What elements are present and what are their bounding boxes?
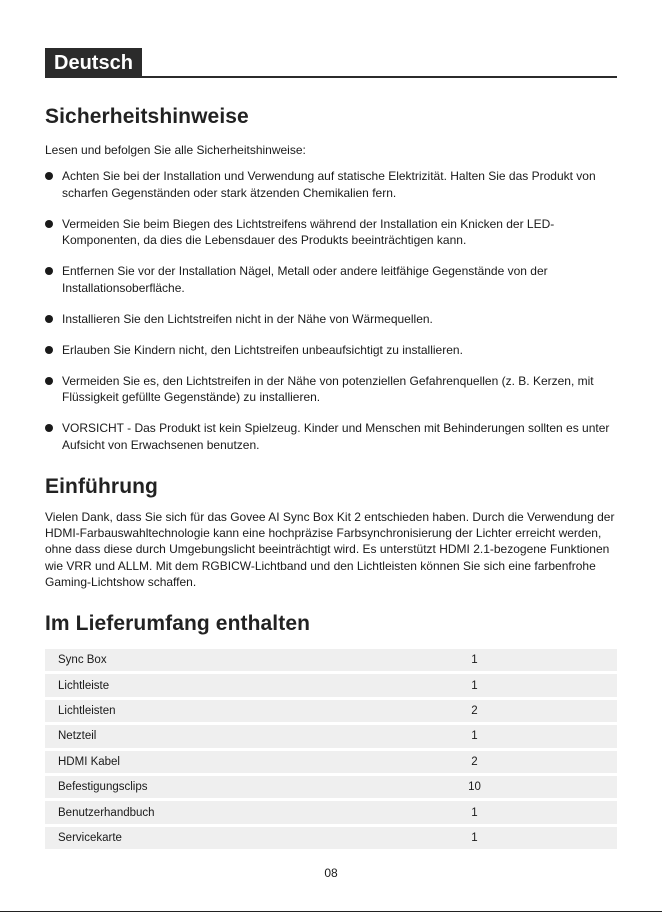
list-item: VORSICHT - Das Produkt ist kein Spielzeug. Kinder und Menschen mit Behinderungen sollten es unter Aufsicht von Erwachsenen benutzen.: [45, 420, 617, 453]
bullet-icon: [45, 377, 53, 385]
bullet-icon: [45, 346, 53, 354]
item-name: Benutzerhandbuch: [45, 801, 464, 823]
table-row: [45, 725, 617, 747]
safety-lead: Lesen und befolgen Sie alle Sicherheitshinweise:: [45, 143, 306, 157]
list-item: Achten Sie bei der Installation und Verwendung auf statische Elektrizität. Halten Sie das Produkt von scharfen Gegenständen oder stark ätzenden Chemikalien fern.: [45, 168, 617, 201]
manual-page: [45, 47, 617, 852]
item-name: Lichtleisten: [45, 700, 464, 722]
safety-list: [45, 168, 617, 453]
box-contents-table: [45, 646, 617, 852]
table-row: [45, 700, 617, 722]
item-qty: 2: [464, 751, 617, 773]
table-row: [45, 649, 617, 671]
table-row: [45, 827, 617, 849]
language-tag: Deutsch: [45, 48, 142, 78]
item-qty: 1: [464, 801, 617, 823]
bullet-icon: [45, 220, 53, 228]
item-qty: 1: [464, 725, 617, 747]
item-qty: 1: [464, 674, 617, 696]
list-item: Vermeiden Sie beim Biegen des Lichtstreifens während der Installation ein Knicken der LED-Komponenten, da dies die Lebensdauer des Produkts beeinträchtigen kann.: [45, 216, 617, 249]
bullet-icon: [45, 172, 53, 180]
list-item: Entfernen Sie vor der Installation Nägel, Metall oder andere leitfähige Gegenstände von der Installationsoberfläche.: [45, 263, 617, 296]
bullet-icon: [45, 267, 53, 275]
item-qty: 10: [464, 776, 617, 798]
list-item: Installieren Sie den Lichtstreifen nicht in der Nähe von Wärmequellen.: [45, 311, 617, 328]
box-contents-heading: Im Lieferumfang enthalten: [45, 612, 311, 636]
intro-heading: Einführung: [45, 475, 158, 498]
item-name: Netzteil: [45, 725, 464, 747]
table-row: [45, 776, 617, 798]
page-number: 08: [324, 866, 338, 880]
list-item: Vermeiden Sie es, den Lichtstreifen in der Nähe von potenziellen Gefahrenquellen (z. B. Kerzen, mit Flüssigkeit gefüllte Gegenstände) zu installieren.: [45, 373, 617, 406]
item-name: Befestigungsclips: [45, 776, 464, 798]
safety-heading: Sicherheitshinweise: [45, 105, 249, 128]
intro-paragraph: Vielen Dank, dass Sie sich für das Govee AI Sync Box Kit 2 entschieden haben. Durch die Verwendung der HDMI-Farbauswahltechnologie kann eine hochpräzise Farbsynchronisierung der Lichter erreicht werden, ohne dass diese durch Umgebungslicht beeinträchtigt wird. Es unterstützt HDMI 2.1-bezogene Funktionen wie VRR und ALLM. Mit dem RGBICW-Lichtband und den Lichtleisten können Sie sich eine farbenfrohe Gaming-Lichtshow schaffen.: [45, 510, 615, 589]
bullet-icon: [45, 424, 53, 432]
language-header: [45, 47, 617, 78]
item-qty: 1: [464, 649, 617, 671]
item-name: HDMI Kabel: [45, 751, 464, 773]
table-row: [45, 801, 617, 823]
item-qty: 2: [464, 700, 617, 722]
table-row: [45, 674, 617, 696]
table-row: [45, 751, 617, 773]
item-name: Servicekarte: [45, 827, 464, 849]
header-rule: [142, 76, 617, 78]
item-name: Sync Box: [45, 649, 464, 671]
bullet-icon: [45, 315, 53, 323]
footer-rule: [0, 911, 662, 912]
item-qty: 1: [464, 827, 617, 849]
list-item: Erlauben Sie Kindern nicht, den Lichtstreifen unbeaufsichtigt zu installieren.: [45, 342, 617, 359]
item-name: Lichtleiste: [45, 674, 464, 696]
